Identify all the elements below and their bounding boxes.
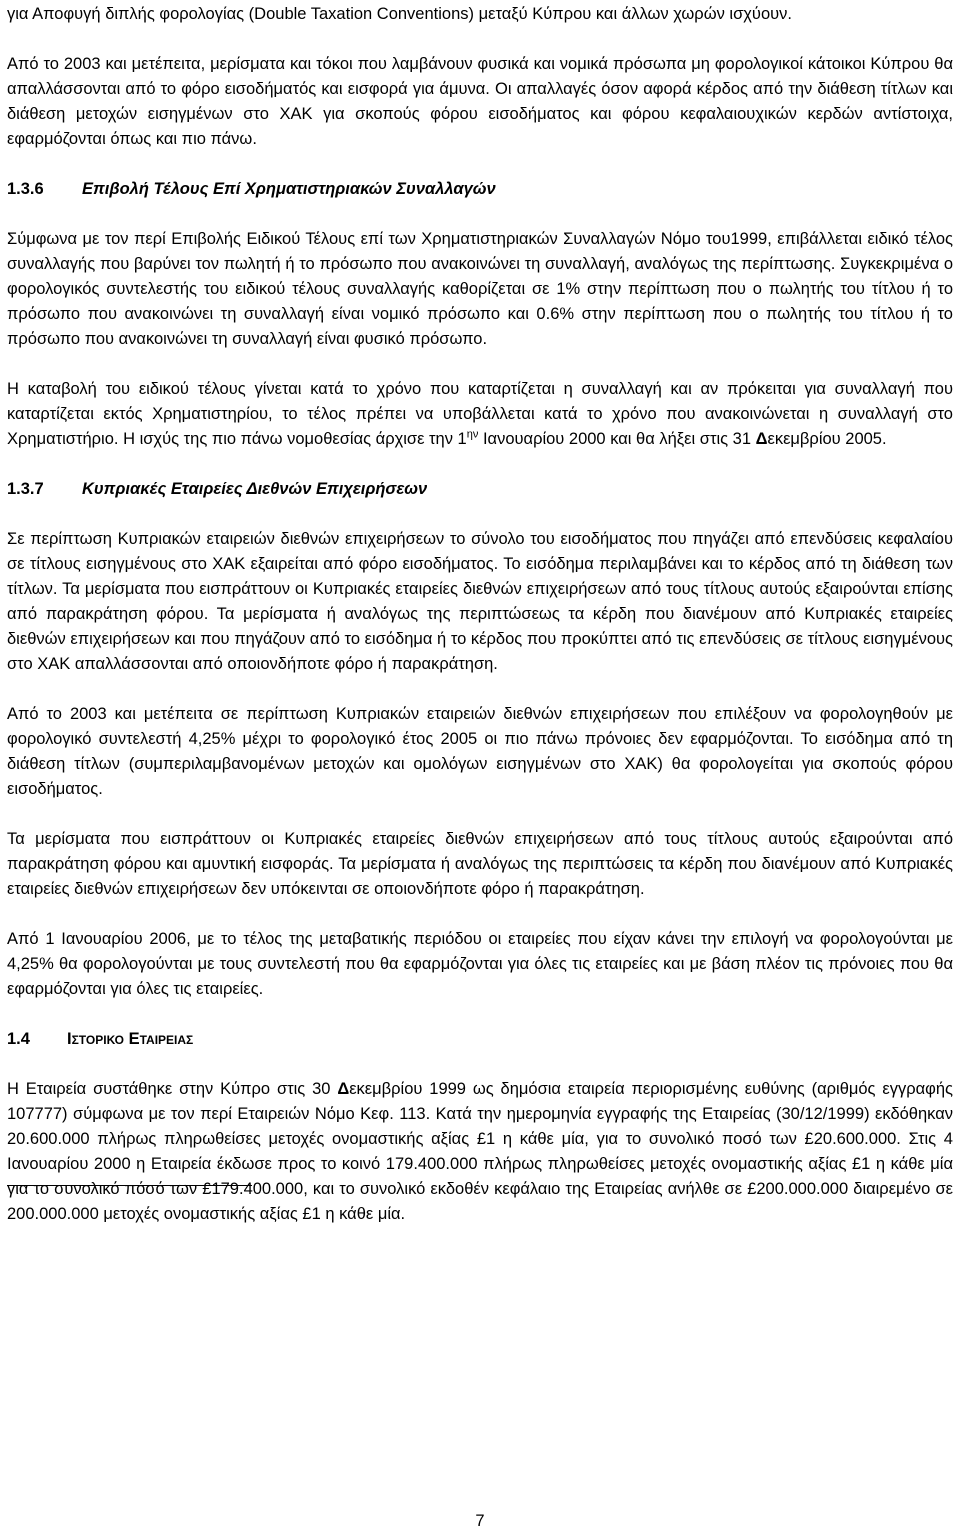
section-title: Ιστορικο Εταιρειασ bbox=[67, 1030, 194, 1048]
section-heading-underline bbox=[7, 1185, 252, 1186]
paragraph-transaction-fee: Σύμφωνα με τον περί Επιβολής Ειδικού Τέλους επί των Χρηματιστηριακών Συναλλαγών Νόμο του1999, επιβάλλεται ειδικό τέλος συναλλαγής που βαρύνει τον πωλητή ή το πρόσωπο που ανακοινώνει τη συναλλαγή, αναλόγως της περίπτωσης. Συγκεκριμένα ο φορολογικός συντελεστής του ειδικού τέλους συναλλαγής καθορίζεται σε 1% στην περίπτωση που ο πωλητής του τίτλου ή το πρόσωπο που ανακοινώνει τη συναλλαγή είναι νομικό πρόσωπο και 0.6% στην περίπτωση που ο πωλητής του τίτλου ή το πρόσωπο που ανακοινώνει τη συναλλαγή είναι φυσικό πρόσωπο. bbox=[7, 230, 953, 348]
paragraph-company-history: Η Εταιρεία συστάθηκε στην Κύπρο στις 30 Δεκεμβρίου 1999 ως δημόσια εταιρεία περιορισμένης ευθύνης (αριθμός εγγραφής 107777) σύμφωνα με τον περί Εταιρειών Νόμο Κεφ. 113. Κατά την ημερομηνία εγγραφής της Εταιρείας (30/12/1999) εκδόθηκαν 20.600.000 πλήρως πληρωθείσες μετοχές ονομαστικής αξίας £1 η κάθε μία, για το συνολικό ποσό των £20.600.000. Στις 4 Ιανουαρίου 2000 η Εταιρεία έκδωσε προς το κοινό 179.400.000 πλήρως πληρωθείσες μετοχές ονομαστικής αξίας £1 η κάθε μία για το συνολικό πόσό των £179.400.000, και το συνολικό εκδοθέν κεφάλαιο της Εταιρείας ανήλθε σε £200.000.000 διαιρεμένο σε 200.000.000 μετοχές ονομαστικής αξίας £1 η κάθε μία. bbox=[7, 1080, 953, 1223]
section-heading-1-4 bbox=[7, 1027, 953, 1052]
section-number: 1.3.7 bbox=[7, 480, 44, 498]
section-heading-1-3-7 bbox=[7, 477, 953, 502]
superscript-ordinal: ην bbox=[466, 428, 479, 441]
paragraph-dividends-exemption: Από το 2003 και μετέπειτα, μερίσματα και τόκοι που λαμβάνουν φυσικά και νομικά πρόσωπα μη φορολογικοί κάτοικοι Κύπρου θα απαλλάσσονται από το φόρο εισοδήματός και εισφορά για άμυνα. Οι απαλλαγές όσον αφορά κέρδος από την διάθεση τίτλων και διάθεση μετοχών εισηγμένων στο ΧΑΚ για σκοπούς φόρου εισοδήματος και φόρου κεφαλαιουχικών κερδών αντίστοιχα, εφαρμόζονται όπως και πιο πάνω. bbox=[7, 55, 953, 148]
paragraph-double-taxation-tail: για Αποφυγή διπλής φορολογίας (Double Taxation Conventions) μεταξύ Κύπρου και άλλων χωρών ισχύουν. bbox=[7, 5, 792, 23]
page-number: 7 bbox=[475, 1512, 485, 1530]
paragraph-transition-2006: Από 1 Ιανουαρίου 2006, με το τέλος της μεταβατικής περιόδου οι εταιρείες που είχαν κάνει την επιλογή να φορολογούνται με 4,25% θα φορολογούνται με τους συντελεστή που θα εφαρμόζονται για όλες τις εταιρείες και με βάση πλέον τις πρόνοιες που θα εφαρμόζονται για όλες τις εταιρείες. bbox=[7, 930, 953, 998]
paragraph-dividends-international: Τα μερίσματα που εισπράττουν οι Κυπριακές εταιρείες διεθνών επιχειρήσεων από τους τίτλους αυτούς εξαιρούνται από παρακράτηση φόρου και αμυντική εισφοράς. Τα μερίσματα ή αναλόγως της περιπτώσεις τα κέρδη που διανέμουν από Κυπριακές εταιρείες διεθνών επιχειρήσεων δεν υπόκεινται σε οποιονδήποτε φόρο ή παρακράτηση. bbox=[7, 830, 953, 898]
document-page bbox=[7, 0, 953, 1227]
section-number: 1.4 bbox=[7, 1030, 30, 1048]
paragraph-international-companies: Σε περίπτωση Κυπριακών εταιρειών διεθνών επιχειρήσεων το σύνολο του εισοδήματος που πηγάζει από επενδύσεις κεφαλαίου σε τίτλους εισηγμένους στο ΧΑΚ εξαιρείται από φόρο εισοδήματος. Το εισόδημα περιλαμβάνει και το κέρδος από τη διάθεση των τίτλων. Τα μερίσματα που εισπράττουν οι Κυπριακές εταιρείες διεθνών επιχειρήσεων από τους τίτλους αυτούς εξαιρούνται επίσης από παρακράτηση φόρου. Τα μερίσματα ή αναλόγως της περιπτώσεως τα κέρδη που διανέμουν από Κυπριακές εταιρείες διεθνών επιχειρήσεων και που πηγάζουν από το εισόδημα ή το κέρδος που προκύπτει από τις επενδύσεις σε τίτλους εισηγμένους στο ΧΑΚ απαλλάσσονται από οποιονδήποτε φόρο ή παρακράτηση. bbox=[7, 530, 953, 673]
section-number: 1.3.6 bbox=[7, 180, 44, 198]
section-heading-1-3-6 bbox=[7, 177, 953, 202]
paragraph-fee-payment: Η καταβολή του ειδικού τέλους γίνεται κατά το χρόνο που καταρτίζεται η συναλλαγή και αν πρόκειται για συναλλαγή που καταρτίζεται εκτός Χρηματιστηρίου, το τέλος πρέπει να υποβάλλεται κατά το χρόνο που ανακοινώνεται η συναλλαγή στο Χρηματιστήριο. Η ισχύς της πιο πάνω νομοθεσίας άρχισε την $1^{\eta\nu}$ Ιανουαρίου 2000 και θα λήξει στις 31 Δεκεμβρίου 2005. bbox=[7, 380, 953, 448]
paragraph-4-25-percent-option: Από το 2003 και μετέπειτα σε περίπτωση Κυπριακών εταιρειών διεθνών επιχειρήσεων που επιλέξουν να φορολογηθούν με φορολογικό συντελεστή 4,25% μέχρι το φορολογικό έτος 2005 οι πιο πάνω πρόνοιες δεν εφαρμόζονται. Το εισόδημα από τη διάθεση τίτλων (συμπεριλαμβανομένων μετοχών και ομολόγων εισηγμένων στο ΧΑΚ) θα φορολογείται για σκοπούς φόρου εισοδήματος. bbox=[7, 705, 953, 798]
section-title: Επιβολή Τέλους Επί Χρηματιστηριακών Συναλλαγών bbox=[82, 180, 496, 198]
section-title: Κυπριακές Εταιρείες Διεθνών Επιχειρήσεων bbox=[82, 480, 428, 498]
